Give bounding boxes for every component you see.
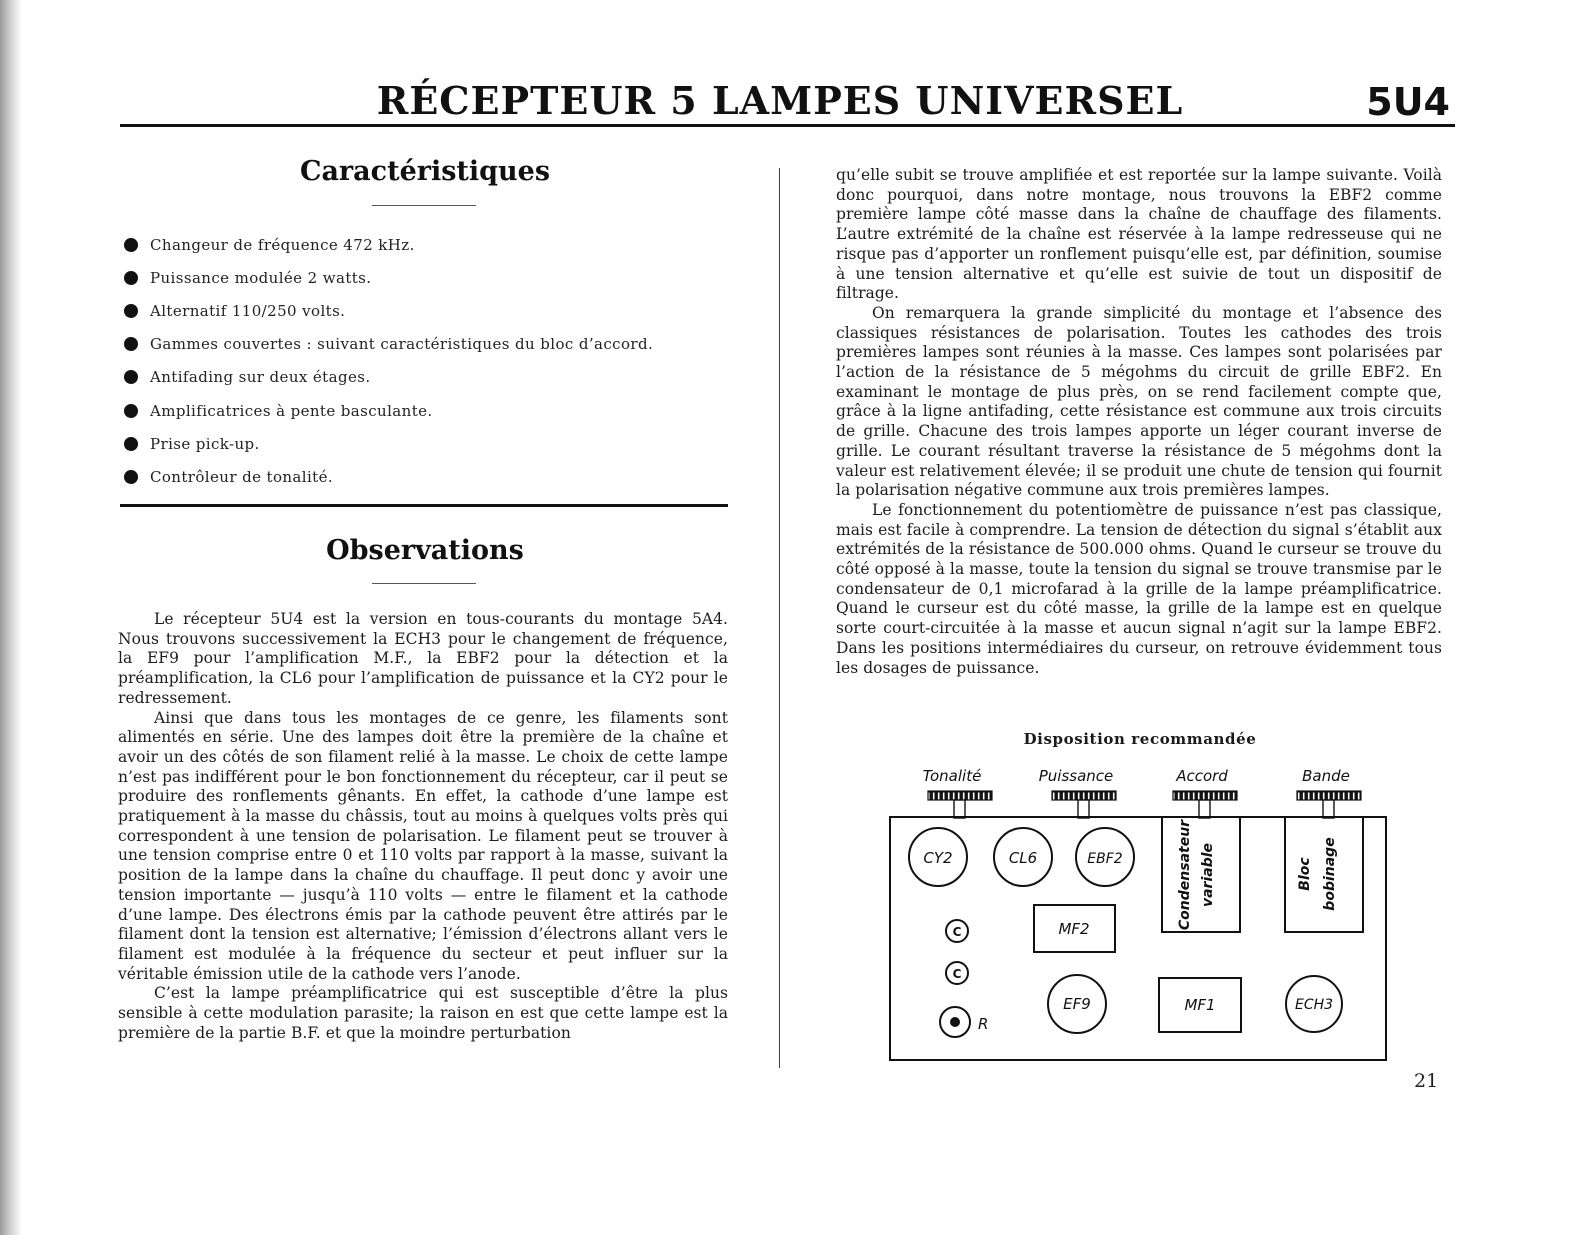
list-item: Contrôleur de tonalité. xyxy=(124,460,724,493)
coil-block xyxy=(1285,817,1363,932)
svg-text:EF9: EF9 xyxy=(1063,995,1091,1013)
list-item: Amplificatrices à pente basculante. xyxy=(124,394,724,427)
resistor-r xyxy=(940,1007,988,1037)
svg-text:Bloc: Bloc xyxy=(1297,857,1313,891)
svg-text:Condensateur: Condensateur xyxy=(1177,819,1193,931)
svg-text:R: R xyxy=(978,1015,989,1033)
svg-text:EBF2: EBF2 xyxy=(1087,851,1123,867)
knob-label-tonalite: Tonalité xyxy=(922,767,982,785)
paragraph: On remarquera la grande simplicité du montage et l’absence des classiques résistances de polarisation. Toutes les cathodes des trois premières lampes sont réunies à la masse. Ces lampes sont polarisées par l’action de la résistance de 5 mégohms du circuit de grille EBF2. En examinant le montage de plus près, on se rend facilement compte que, grâce à la ligne antifading, cette résistance est commune aux trois circuits de grille. Chacune des trois lampes apporte un léger courant inverse de grille. Le courant résultant traverse la résistance de 5 mégohms dont la valeur est relativement élevée; il se produit une chute de tension qui fournit la polarisation négative commune aux trois premières lampes. xyxy=(836,303,1442,500)
characteristics-heading: Caractéristiques xyxy=(299,156,551,187)
list-item: Antifading sur deux étages. xyxy=(124,361,724,394)
list-item: Changeur de fréquence 472 kHz. xyxy=(124,228,724,261)
variable-condenser xyxy=(1162,817,1240,932)
paragraph: Le fonctionnement du potentiomètre de puissance n’est pas classique, mais est facile à comprendre. La tension de détection du signal s’établit aux extrémités de la résistance de 500.000 ohms. Quand le curseur se trouve du côté opposé à la masse, toute la tension du signal se trouve transmise par le condensateur de 0,1 microfarad à la grille de la lampe préamplificatrice. Quand le curseur est du côté masse, la grille de la lampe est en quelque sorte court-circuitée à la masse et aucun signal n’agit sur la lampe EBF2. Dans les positions intermédiaires du curseur, on retrouve évidemment tous les dosages de puissance. xyxy=(836,500,1442,677)
tube-ech3 xyxy=(1286,976,1342,1032)
transformer-mf1 xyxy=(1159,978,1241,1032)
model-code: 5U4 xyxy=(1366,80,1450,124)
svg-text:CY2: CY2 xyxy=(923,849,953,867)
accord-knob-icon xyxy=(1173,791,1237,818)
list-item: Alternatif 110/250 volts. xyxy=(124,294,724,327)
paragraph: qu’elle subit se trouve amplifiée et est reportée sur la lampe suivante. Voilà donc pourquoi, dans notre montage, nous trouvons la EBF2 comme première lampe côté masse dans la chaîne de chauffage des filaments. L’autre extrémité de la chaîne est réservée à la lampe redresseuse qui ne risque pas d’apporter un ronflement puisqu’elle est, par définition, soumise à une tension alternative et qu’elle est suivie de tout un dispositif de filtrage. xyxy=(836,166,1442,303)
tube-ebf2 xyxy=(1076,828,1134,886)
knob-label-accord: Accord xyxy=(1176,767,1228,785)
svg-text:CL6: CL6 xyxy=(1008,849,1038,867)
svg-text:ECH3: ECH3 xyxy=(1294,997,1334,1013)
transformer-mf2 xyxy=(1034,905,1115,952)
page-number: 21 xyxy=(1414,1070,1439,1092)
knob-label-puissance: Puissance xyxy=(1038,767,1114,785)
bande-knob-icon xyxy=(1297,791,1361,818)
svg-text:variable: variable xyxy=(1200,842,1216,908)
jack-c-upper xyxy=(946,920,968,942)
puissance-knob-icon xyxy=(1052,791,1116,818)
tube-cy2 xyxy=(909,828,967,886)
knob-label-bande: Bande xyxy=(1302,767,1350,785)
list-item: Prise pick-up. xyxy=(124,427,724,460)
list-item: Gammes couvertes : suivant caractéristiques du bloc d’accord. xyxy=(124,328,724,361)
diagram-title: Disposition recommandée xyxy=(1023,730,1257,748)
paragraph: Le récepteur 5U4 est la version en tous-courants du montage 5A4. Nous trouvons successivement la ECH3 pour le changement de fréquence, la EF9 pour l’amplification M.F., la EBF2 pour la détection et la préamplification, la CL6 pour l’amplification de puissance et la CY2 pour le redressement. xyxy=(118,610,728,707)
svg-text:bobinage: bobinage xyxy=(1322,837,1338,911)
paragraph: Ainsi que dans tous les montages de ce genre, les filaments sont alimentés en série. Une des lampes doit être la première de la chaîne et avoir un des côtés de son filament relié à la masse. Le choix de cette lampe n’est pas indifférent pour le bon fonctionnement du récepteur, car il peut se produire des ronflements gênants. En effet, la cathode d’une lampe est pratiquement à la masse du châssis, tout au moins à quelques volts près qui correspondent à une tension de polarisation. Le filament peut se trouver à une tension comprise entre 0 et 110 volts par rapport à la masse, suivant la position de la lampe dans la chaîne du chauffage. Il peut donc y avoir une tension importante — jusqu’à 110 volts — entre le filament et la cathode d’une lampe. Des électrons émis par la cathode peuvent être attirés par le filament dont la tension est alternative; l’émission d’électrons allant vers le filament est modulée à la fréquence du secteur et peut influer sur la véritable émission utile de la cathode vers l’anode. xyxy=(118,708,728,983)
tube-ef9 xyxy=(1048,975,1106,1033)
svg-text:C: C xyxy=(952,925,962,939)
tonalite-knob-icon xyxy=(928,791,992,818)
page-title: RÉCEPTEUR 5 LAMPES UNIVERSEL xyxy=(376,78,1184,123)
svg-text:MF2: MF2 xyxy=(1058,920,1090,938)
list-item: Puissance modulée 2 watts. xyxy=(124,261,724,294)
tube-cl6 xyxy=(994,828,1052,886)
jack-c-lower xyxy=(946,962,968,984)
svg-text:MF1: MF1 xyxy=(1184,996,1216,1014)
paragraph: C’est la lampe préamplificatrice qui est susceptible d’être la plus sensible à cette modulation parasite; la raison en est que cette lampe est la première de la partie B.F. et que la moindre perturbation xyxy=(118,984,728,1042)
svg-text:C: C xyxy=(952,967,962,981)
observations-heading: Observations xyxy=(326,535,524,566)
